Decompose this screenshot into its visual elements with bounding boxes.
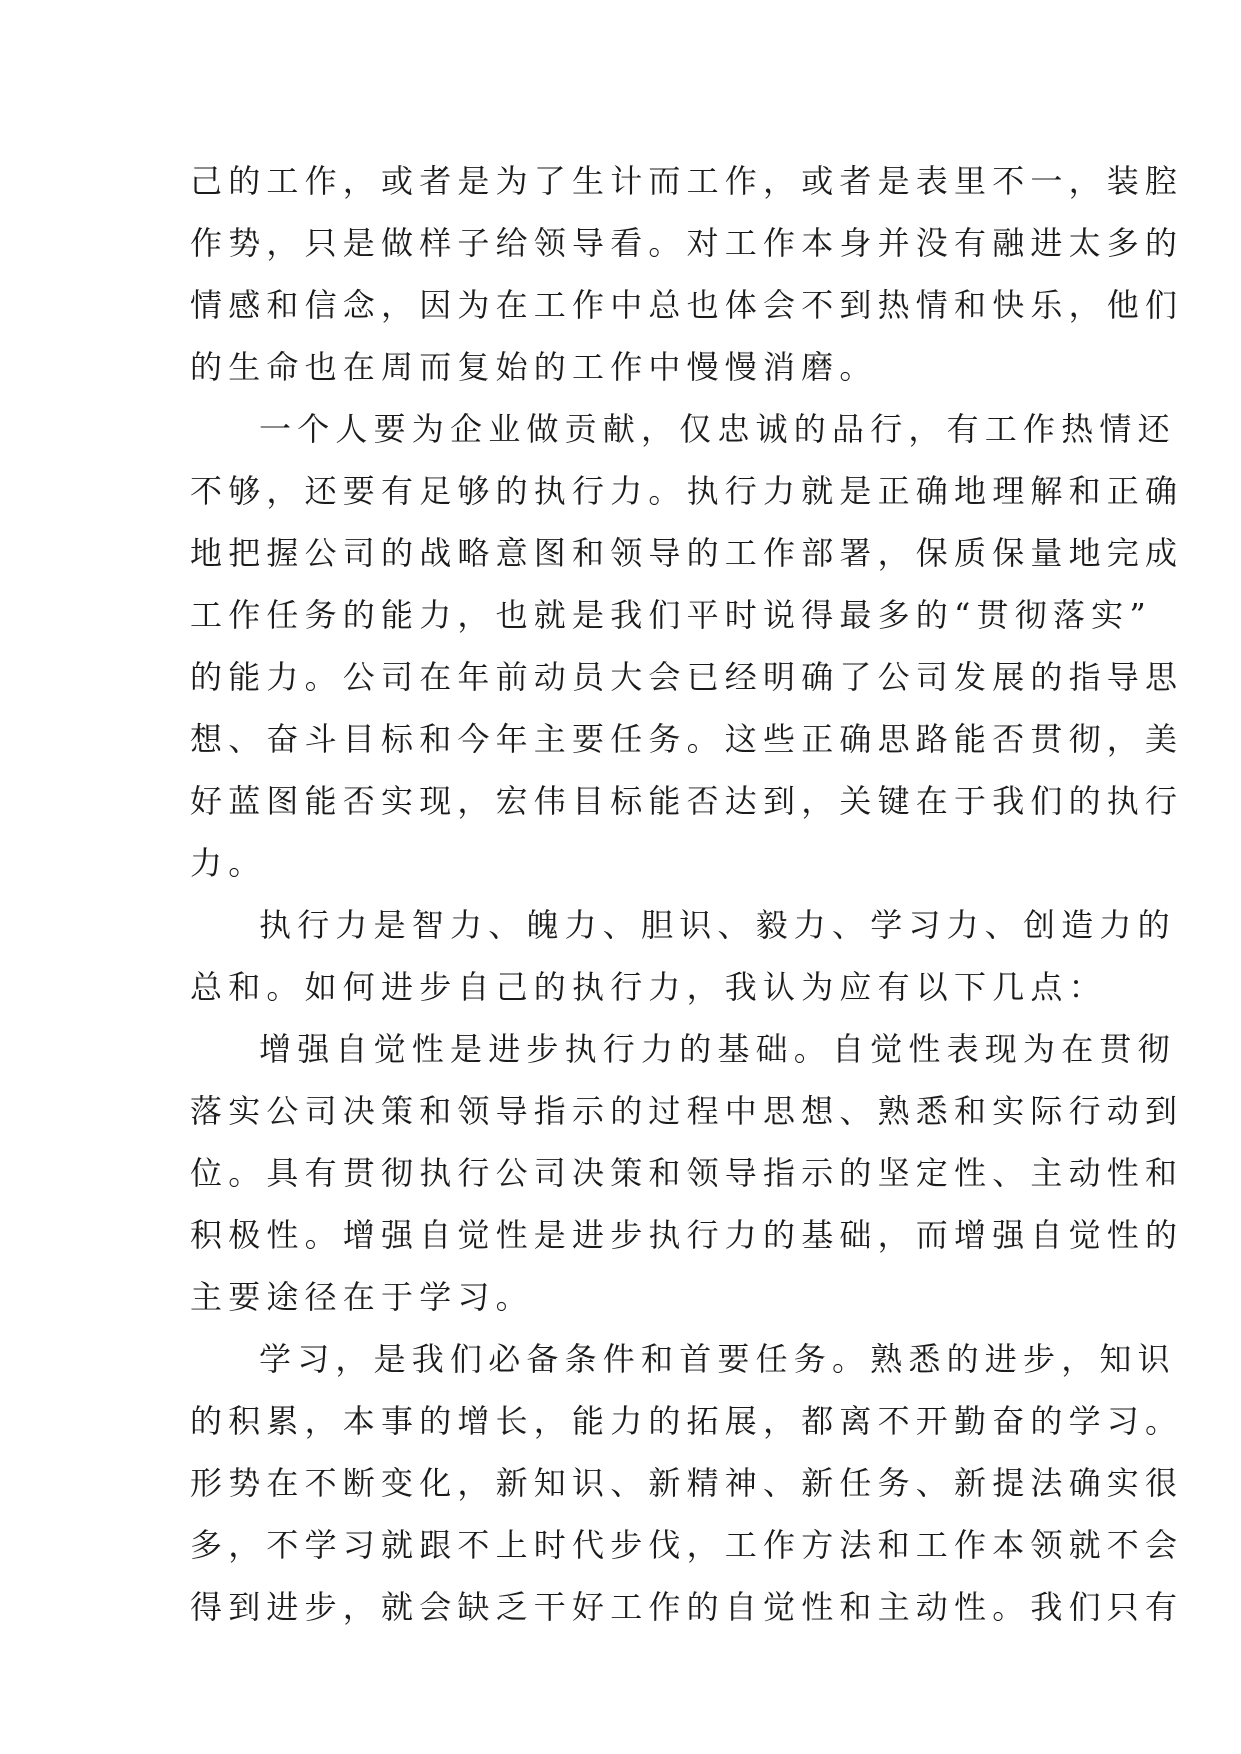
text-line: 形势在不断变化，新知识、新精神、新任务、新提法确实很 [190, 1464, 1184, 1502]
body-text [190, 150, 1184, 1638]
text-line: 落实公司决策和领导指示的过程中思想、熟悉和实际行动到 [190, 1092, 1184, 1130]
text-line: 的生命也在周而复始的工作中慢慢消磨。 [190, 348, 878, 386]
text-line: 作势，只是做样子给领导看。对工作本身并没有融进太多的 [190, 224, 1184, 262]
text-line: 不够，还要有足够的执行力。执行力就是正确地理解和正确 [190, 472, 1184, 510]
text-line: 积极性。增强自觉性是进步执行力的基础，而增强自觉性的 [190, 1216, 1184, 1254]
text-line: 己的工作，或者是为了生计而工作，或者是表里不一，装腔 [190, 162, 1184, 200]
text-line: 位。具有贯彻执行公司决策和领导指示的坚定性、主动性和 [190, 1154, 1184, 1192]
text-line: 增强自觉性是进步执行力的基础。自觉性表现为在贯彻 [259, 1030, 1176, 1068]
text-line: 地把握公司的战略意图和领导的工作部署，保质保量地完成 [190, 534, 1184, 572]
paragraph-3 [190, 894, 1176, 1018]
text-line: 学习，是我们必备条件和首要任务。熟悉的进步，知识 [259, 1340, 1176, 1378]
paragraph-2 [190, 398, 1184, 894]
text-line: 主要途径在于学习。 [190, 1278, 534, 1316]
text-line: 总和。如何进步自己的执行力，我认为应有以下几点： [190, 968, 1107, 1006]
text-line: 情感和信念，因为在工作中总也体会不到热情和快乐，他们 [190, 286, 1184, 324]
text-line: 得到进步，就会缺乏干好工作的自觉性和主动性。我们只有 [190, 1588, 1184, 1626]
paragraph-1 [190, 150, 1184, 398]
text-line: 执行力是智力、魄力、胆识、毅力、学习力、创造力的 [259, 906, 1176, 944]
text-line: 工作任务的能力，也就是我们平时说得最多的“贯彻落实” [190, 596, 1152, 634]
text-line: 一个人要为企业做贡献，仅忠诚的品行，有工作热情还 [259, 410, 1176, 448]
text-line: 的积累，本事的增长，能力的拓展，都离不开勤奋的学习。 [190, 1402, 1184, 1440]
paragraph-4 [190, 1018, 1184, 1328]
text-line: 多，不学习就跟不上时代步伐，工作方法和工作本领就不会 [190, 1526, 1184, 1564]
text-line: 想、奋斗目标和今年主要任务。这些正确思路能否贯彻，美 [190, 720, 1184, 758]
paragraph-5 [190, 1328, 1184, 1638]
text-line: 的能力。公司在年前动员大会已经明确了公司发展的指导思 [190, 658, 1184, 696]
text-line: 好蓝图能否实现，宏伟目标能否达到，关键在于我们的执行 [190, 782, 1184, 820]
text-line: 力。 [190, 844, 267, 882]
